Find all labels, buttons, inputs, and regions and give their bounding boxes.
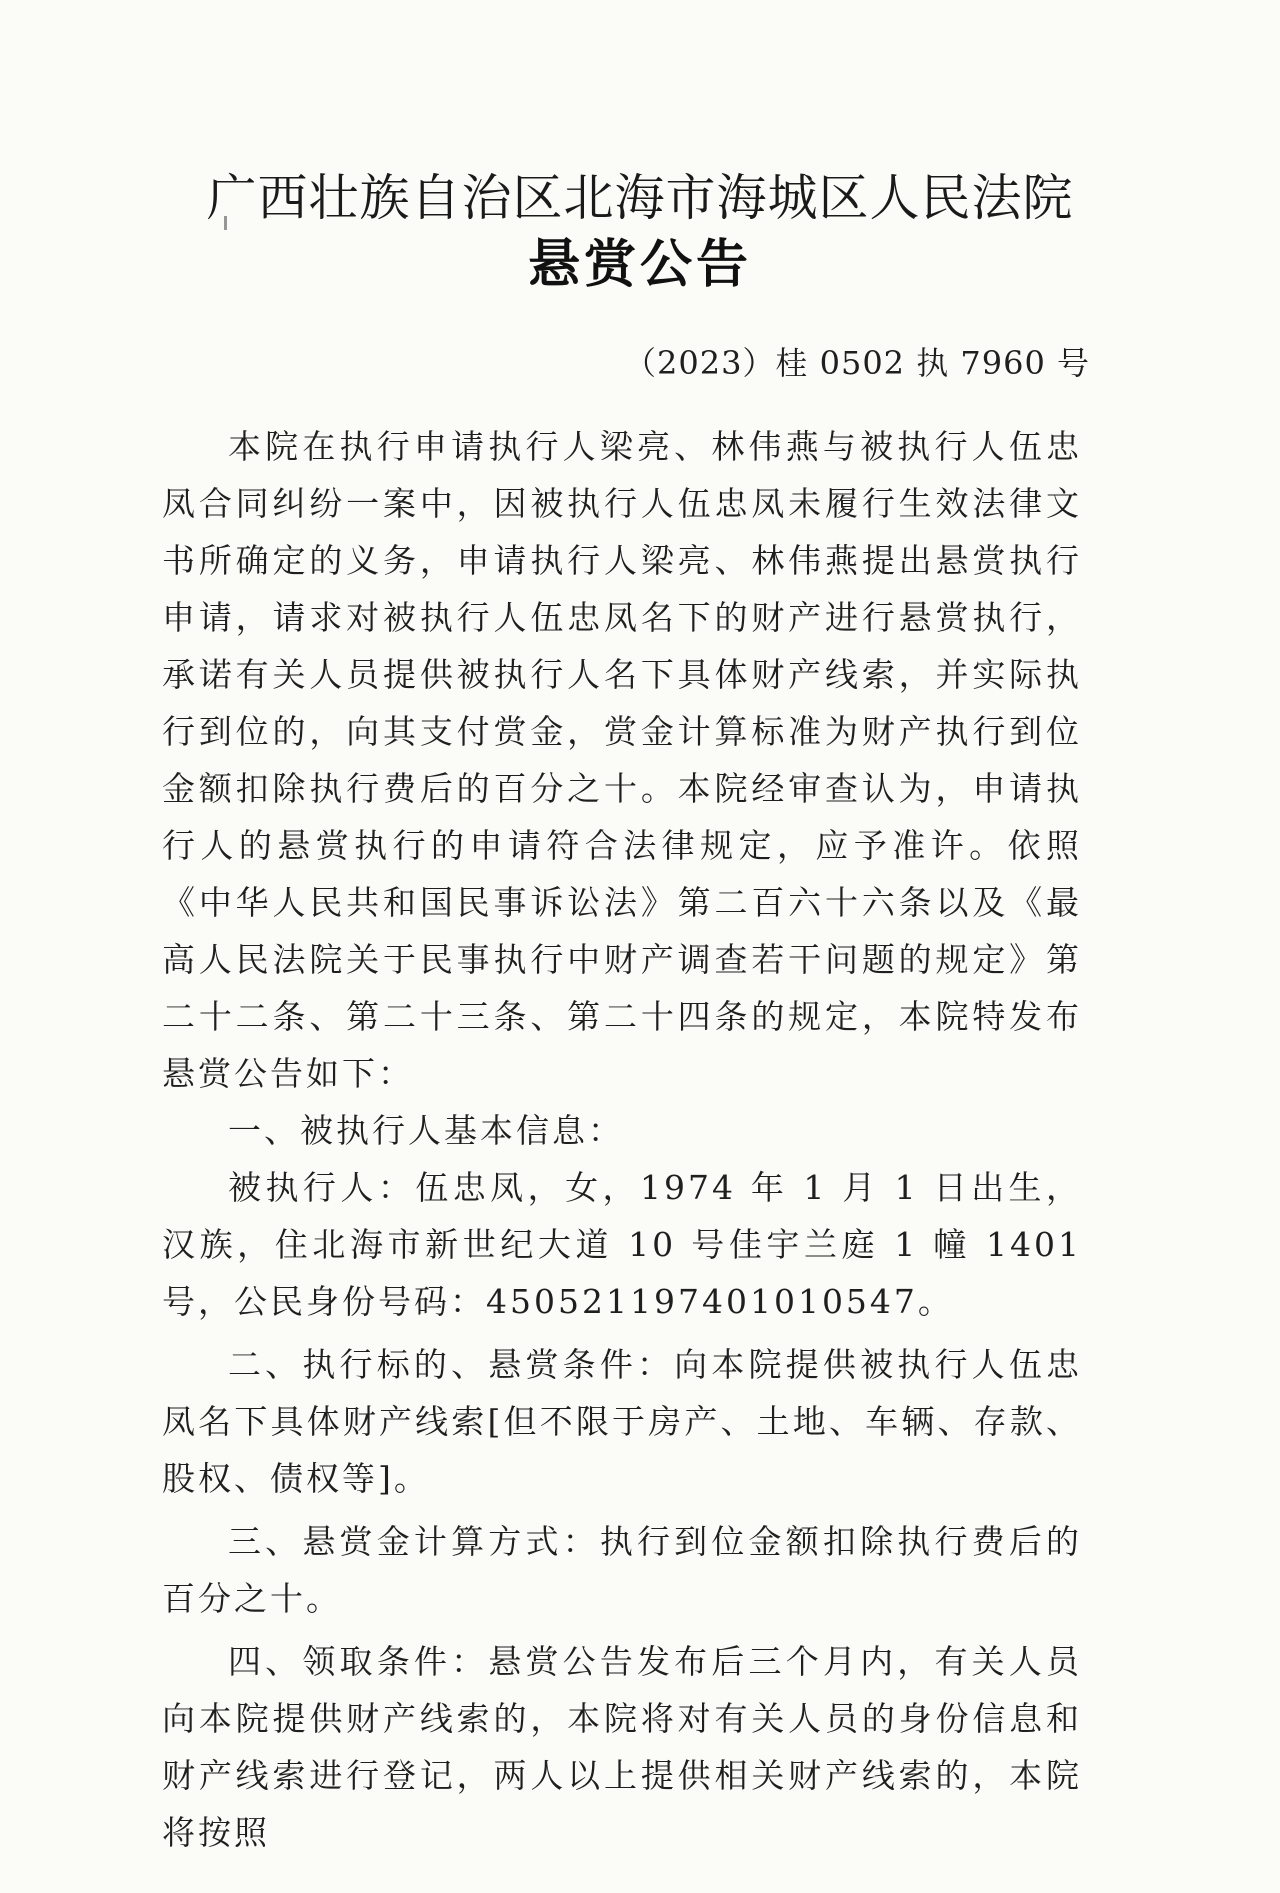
court-name: 广西壮族自治区北海市海城区人民法院 (206, 169, 1074, 227)
paragraph-section-4: 四、领取条件：悬赏公告发布后三个月内，有关人员向本院提供财产线索的，本院将对有关人员的身份信息和财产线索进行登记，两人以上提供相关财产线索的，本院将按照 (162, 1642, 1082, 1852)
case-number: （2023）桂 0502 执 7960 号 (623, 344, 1090, 382)
document-title: 悬赏公告 (527, 235, 752, 295)
paragraph-section-1-heading: 一、被执行人基本信息： (228, 1111, 624, 1150)
paragraph-intro: 本院在执行申请执行人梁亮、林伟燕与被执行人伍忠凤合同纠纷一案中，因被执行人伍忠凤未履行生效法律文书所确定的义务，申请执行人梁亮、林伟燕提出悬赏执行申请，请求对被执行人伍忠凤名下的财产进行悬赏执行，承诺有关人员提供被执行人名下具体财产线索，并实际执行到位的，向其支付赏金，赏金计算标准为财产执行到位金额扣除执行费后的百分之十。本院经审查认为，申请执行人的悬赏执行的申请符合法律规定，应予准许。依照《中华人民共和国民事诉讼法》第二百六十六条以及《最高人民法院关于民事执行中财产调查若干问题的规定》第二十二条、第二十三条、第二十四条的规定，本院特发布悬赏公告如下： (162, 427, 1082, 1093)
paragraph-section-2: 二、执行标的、悬赏条件：向本院提供被执行人伍忠凤名下具体财产线索[但不限于房产、土地、车辆、存款、股权、债权等]。 (162, 1345, 1082, 1498)
document-body (162, 418, 1082, 1861)
paragraph-section-1-content: 被执行人：伍忠凤，女，1974 年 1 月 1 日出生，汉族，住北海市新世纪大道 10 号佳宇兰庭 1 幢 1401 号，公民身份号码：450521197401010547。 (162, 1168, 1082, 1321)
paragraph-section-3: 三、悬赏金计算方式：执行到位金额扣除执行费后的百分之十。 (162, 1522, 1082, 1618)
